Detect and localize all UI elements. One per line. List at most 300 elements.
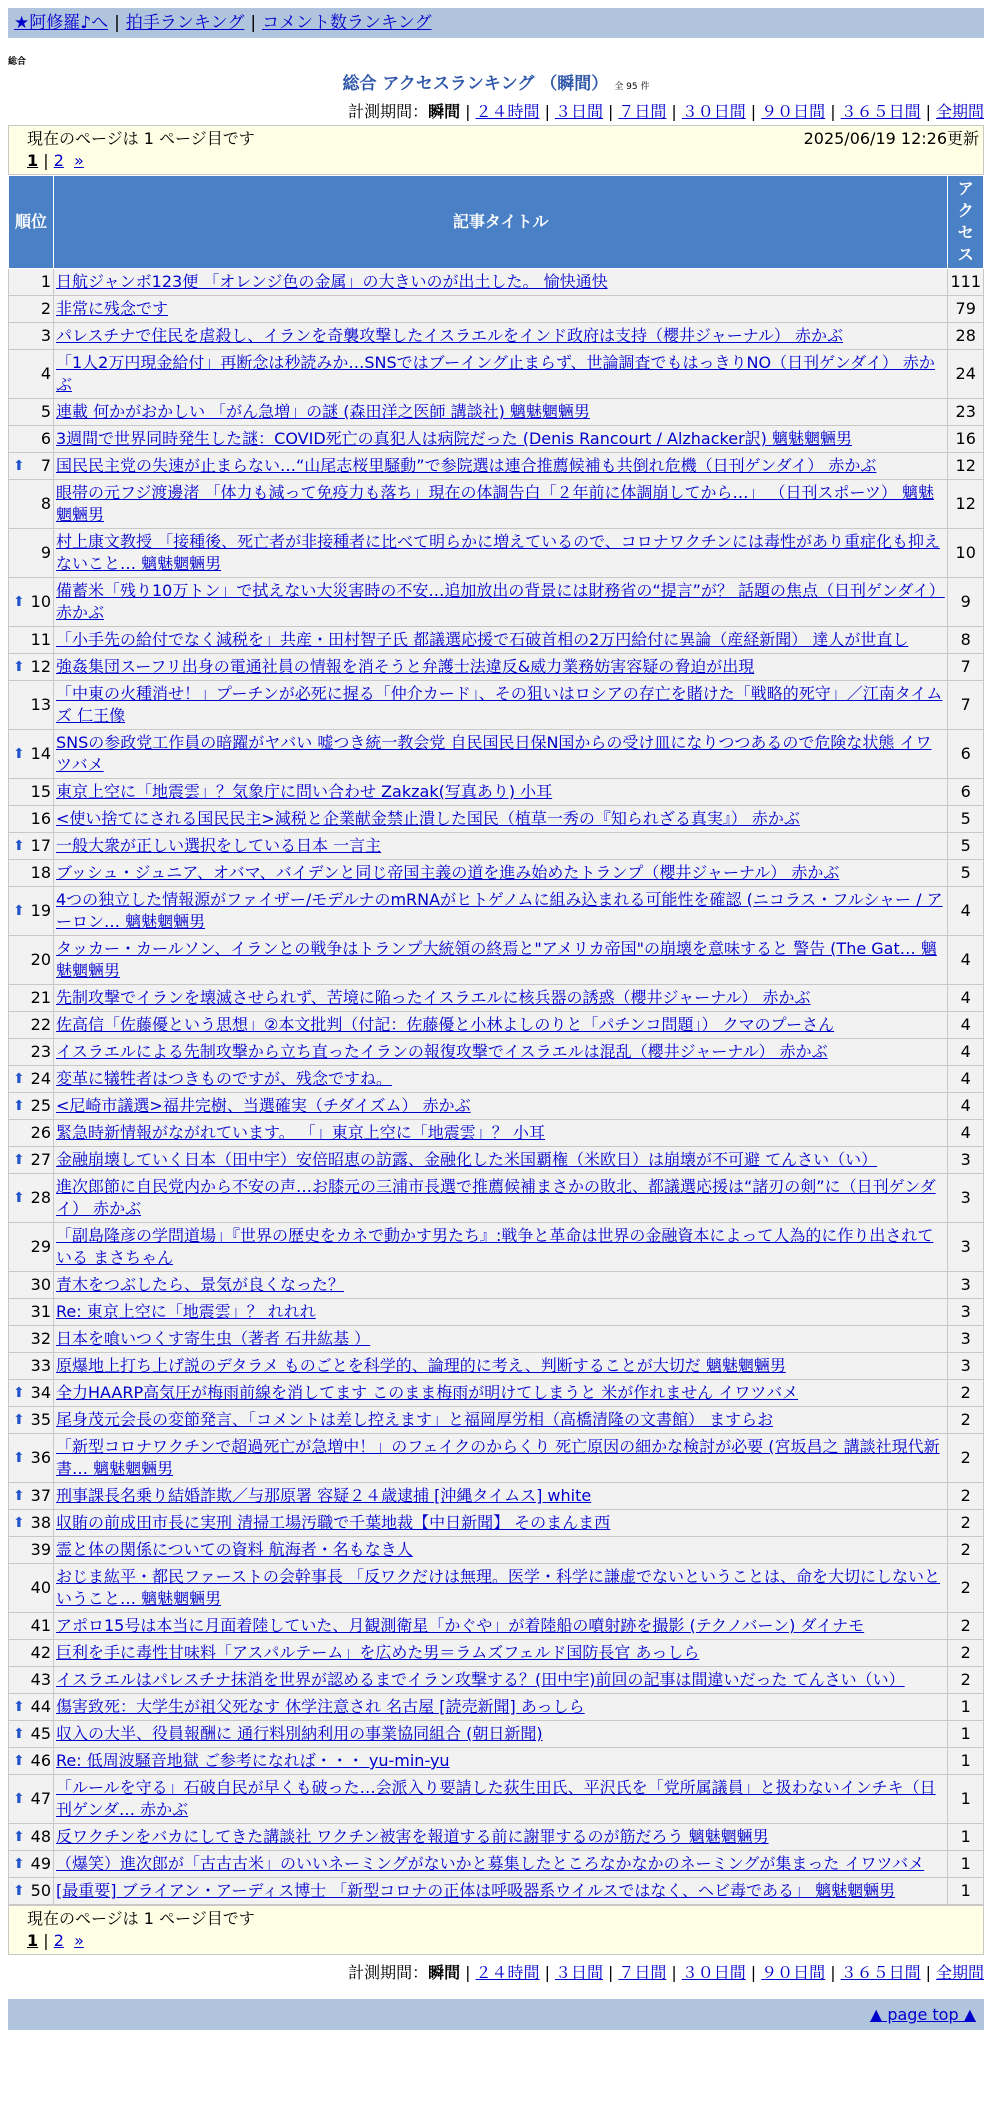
article-link[interactable]: イスラエルによる先制攻撃から立ち直ったイランの報復攻撃でイスラエルは混乱（櫻井ジャーナル） 赤かぶ: [56, 1042, 828, 1061]
rank-number: 21: [30, 988, 51, 1007]
article-link[interactable]: パレスチナで住民を虐殺し、イランを奇襲攻撃したイスラエルをインド政府は支持（櫻井ジャーナル） 赤かぶ: [56, 326, 844, 345]
period-separator: |: [607, 102, 614, 121]
table-row: [9, 1564, 984, 1613]
period-separator: |: [465, 102, 471, 121]
table-row: [9, 1878, 984, 1905]
rank-number: 30: [30, 1275, 51, 1294]
table-row: [9, 1407, 984, 1434]
rank-up-arrow-icon: ⬆: [13, 1152, 25, 1168]
access-count: 6: [948, 730, 984, 779]
title-cell: [54, 426, 948, 453]
article-link[interactable]: 巨利を手に毒性甘味料「アスパルテーム」を広めた男＝ラムズフェルド国防長官 あっしら: [56, 1643, 700, 1662]
article-link[interactable]: Re: 低周波騒音地獄 ご参考になれば・・・ yu-min-yu: [56, 1751, 450, 1770]
top-nav: [8, 8, 984, 38]
access-count: 7: [948, 654, 984, 681]
page-top-link[interactable]: ▲ page top ▲: [869, 2005, 976, 2024]
period-link[interactable]: ３６５日間: [840, 1963, 921, 1982]
table-row: [9, 296, 984, 323]
comment-ranking-link[interactable]: コメント数ランキング: [262, 13, 432, 33]
rank-number: 28: [30, 1188, 51, 1207]
title-cell: [54, 806, 948, 833]
table-row: [9, 1824, 984, 1851]
article-link[interactable]: 青木をつぶしたら、景気が良くなった？: [56, 1275, 345, 1294]
period-link[interactable]: ３日間: [554, 102, 603, 121]
table-row: [9, 453, 984, 480]
rank-cell: [9, 1066, 54, 1093]
title-cell: [54, 1174, 948, 1223]
table-row: [9, 1272, 984, 1299]
article-link[interactable]: 「1人2万円現金給付」再断念は秒読みか…SNSではブーイング止まらず、世論調査でもはっきりNO（日刊ゲンダイ） 赤かぶ: [56, 353, 935, 394]
access-count: 1: [948, 1721, 984, 1748]
article-link[interactable]: 金融崩壊していく日本（田中宇）安倍昭恵の訪露、金融化した米国覇権（米欧日）は崩壊が不可避 てんさい（い）: [56, 1150, 878, 1169]
rank-number: 2: [40, 299, 51, 318]
rank-number: 7: [40, 456, 51, 475]
article-link[interactable]: 刑事課長名乗り結婚詐欺／与那原署 容疑２４歳逮捕 [沖縄タイムス] white: [56, 1486, 592, 1505]
rank-number: 17: [30, 836, 51, 855]
article-link[interactable]: 霊と体の関係についての資料 航海者・名もなき人: [56, 1540, 413, 1559]
period-link[interactable]: ９０日間: [761, 102, 826, 121]
access-count: 4: [948, 1039, 984, 1066]
table-row: [9, 730, 984, 779]
rank-up-arrow-icon: ⬆: [13, 1098, 25, 1114]
article-link[interactable]: 眼帯の元フジ渡邊渚 「体力も減って免疫力も落ち」現在の体調告白「２年前に体調崩してから…」 （日刊スポーツ） 魑魅魍魎男: [56, 483, 934, 524]
period-link[interactable]: ７日間: [618, 102, 667, 121]
article-link[interactable]: 収入の大半、役員報酬に 通行料別納利用の事業協同組合 (朝日新聞): [56, 1724, 543, 1743]
rank-number: 44: [30, 1697, 51, 1716]
rank-number: 13: [30, 695, 51, 714]
rank-up-arrow-icon: ⬆: [13, 1883, 25, 1899]
table-row: [9, 806, 984, 833]
period-selector: [8, 1960, 984, 1983]
article-link[interactable]: 非常に残念です: [56, 299, 169, 318]
rank-cell: [9, 627, 54, 654]
access-count: 3: [948, 1223, 984, 1272]
period-separator: |: [544, 1963, 550, 1982]
rank-cell: [9, 1721, 54, 1748]
table-row: [9, 1380, 984, 1407]
clap-ranking-link[interactable]: 拍手ランキング: [125, 13, 245, 33]
rank-cell: [9, 1613, 54, 1640]
rank-number: 25: [30, 1096, 51, 1115]
access-count: 4: [948, 1120, 984, 1147]
rank-number: 38: [30, 1513, 51, 1532]
table-row: [9, 399, 984, 426]
table-row: [9, 887, 984, 936]
access-count: 28: [948, 323, 984, 350]
table-row: [9, 1483, 984, 1510]
rank-cell: [9, 860, 54, 887]
access-count: 111: [948, 269, 984, 296]
title-cell: [54, 1824, 948, 1851]
next-page-link[interactable]: »: [74, 1931, 84, 1950]
access-count: 4: [948, 887, 984, 936]
ranking-table: [8, 175, 984, 1905]
rank-number: 42: [30, 1643, 51, 1662]
table-row: [9, 1434, 984, 1483]
rank-cell: [9, 806, 54, 833]
rank-cell: [9, 269, 54, 296]
article-link[interactable]: SNSの参政党工作員の暗躍がヤバい 嘘つき統一教会党 自民国民日保N国からの受け皿になりつつあるので危険な状態 イワツバメ: [56, 733, 932, 774]
rank-number: 37: [30, 1486, 51, 1505]
rank-cell: [9, 1353, 54, 1380]
rank-up-arrow-icon: ⬆: [13, 1488, 25, 1504]
title-cell: [54, 1748, 948, 1775]
rank-number: 9: [40, 543, 51, 562]
table-row: [9, 860, 984, 887]
title-cell: [54, 1613, 948, 1640]
rank-number: 31: [30, 1302, 51, 1321]
access-count: 3: [948, 1353, 984, 1380]
rank-cell: [9, 1147, 54, 1174]
rank-up-arrow-icon: ⬆: [13, 1412, 25, 1428]
table-row: [9, 1066, 984, 1093]
period-link[interactable]: ３０日間: [681, 1963, 746, 1982]
article-link[interactable]: （爆笑）進次郎が「古古古米」のいいネーミングがないかと募集したところなかなかのネーミングが集まった イワツバメ: [56, 1854, 925, 1873]
rank-number: 15: [30, 782, 51, 801]
title-cell: [54, 730, 948, 779]
article-link[interactable]: 日本を喰いつくす寄生虫（著者 石井紘基 ）: [56, 1329, 371, 1348]
title-cell: [54, 627, 948, 654]
rank-cell: [9, 453, 54, 480]
article-link[interactable]: 緊急時新情報がながれています。 「」東京上空に「地震雲」？ 小耳: [56, 1123, 545, 1142]
article-link[interactable]: 反ワクチンをバカにしてきた講談社 ワクチン被害を報道する前に謝罪するのが筋だろう 魑魅魍魎男: [56, 1827, 769, 1846]
table-row: [9, 1851, 984, 1878]
table-row: [9, 1694, 984, 1721]
title-cell: [54, 1775, 948, 1824]
col-rank: 順位: [9, 176, 54, 269]
access-count: 3: [948, 1272, 984, 1299]
article-link[interactable]: 尾身茂元会長の変節発言、「コメントは差し控えます」と福岡厚労相（高橋清隆の文書館） ますらお: [56, 1410, 774, 1429]
col-access: アクセス: [948, 176, 984, 269]
rank-cell: [9, 426, 54, 453]
updated-time: 2025/06/19 12:26更新: [803, 129, 979, 148]
period-separator: |: [607, 1963, 614, 1982]
rank-cell: [9, 1537, 54, 1564]
title-cell: [54, 480, 948, 529]
rank-cell: [9, 1851, 54, 1878]
access-count: 2: [948, 1407, 984, 1434]
rank-cell: [9, 1775, 54, 1824]
period-separator: |: [671, 102, 677, 121]
pager-bottom: [8, 1905, 984, 1955]
rank-number: 11: [30, 630, 51, 649]
rank-cell: [9, 1380, 54, 1407]
rank-cell: [9, 1434, 54, 1483]
title-cell: [54, 578, 948, 627]
rank-number: 12: [30, 657, 51, 676]
access-count: 4: [948, 936, 984, 985]
article-link[interactable]: <尼崎市議選>福井完樹、当選確実（チダイズム） 赤かぶ: [56, 1096, 471, 1115]
title-cell: [54, 1066, 948, 1093]
title-cell: [54, 1223, 948, 1272]
table-row: [9, 1223, 984, 1272]
title-cell: [54, 1640, 948, 1667]
article-link[interactable]: 進次郎節に自民党内から不安の声…お膝元の三浦市長選で推薦候補まさかの敗北、都議選応援は“諸刃の剣”に（日刊ゲンダイ） 赤かぶ: [56, 1177, 936, 1218]
table-row: [9, 1174, 984, 1223]
page-title: [8, 69, 984, 94]
access-count: 1: [948, 1824, 984, 1851]
article-link[interactable]: 「小手先の給付でなく減税を」共産・田村智子氏 都議選応援で石破首相の2万円給付に異論（産経新聞） 達人が世直し: [56, 630, 909, 649]
article-link[interactable]: 村上康文教授 「接種後、死亡者が非接種者に比べて明らかに増えているので、コロナワクチンには毒性があり重症化も抑えないこと… 魑魅魍魎男: [56, 532, 940, 573]
table-row: [9, 833, 984, 860]
title-cell: [54, 1510, 948, 1537]
table-row: [9, 985, 984, 1012]
title-cell: [54, 1353, 948, 1380]
table-row: [9, 578, 984, 627]
rank-number: 40: [30, 1578, 51, 1597]
rank-number: 4: [40, 364, 51, 383]
access-count: 7: [948, 681, 984, 730]
page-current: 1: [27, 151, 39, 170]
access-count: 5: [948, 833, 984, 860]
next-page-link[interactable]: »: [74, 151, 84, 170]
title-cell: [54, 1407, 948, 1434]
article-link[interactable]: イスラエルはパレスチナ抹消を世界が認めるまでイラン攻撃する？(田中宇)前回の記事は間違いだった てんさい（い）: [56, 1670, 905, 1689]
rank-number: 8: [40, 494, 51, 513]
rank-number: 23: [30, 1042, 51, 1061]
access-count: 2: [948, 1640, 984, 1667]
access-count: 8: [948, 627, 984, 654]
title-cell: [54, 1012, 948, 1039]
access-count: 3: [948, 1326, 984, 1353]
period-separator: |: [671, 1963, 677, 1982]
period-link[interactable]: ７日間: [618, 1963, 667, 1982]
article-link[interactable]: アポロ15号は本当に月面着陸していた、月観測衛星「かぐや」が着陸船の噴射跡を撮影 (テクノバーン) ダイナモ: [56, 1616, 865, 1635]
access-count: 12: [948, 480, 984, 529]
period-link[interactable]: ３０日間: [681, 102, 746, 121]
title-cell: [54, 1299, 948, 1326]
rank-cell: [9, 1483, 54, 1510]
rank-cell: [9, 936, 54, 985]
rank-number: 16: [30, 809, 51, 828]
rank-up-arrow-icon: ⬆: [13, 1385, 25, 1401]
access-count: 4: [948, 1012, 984, 1039]
rank-up-arrow-icon: ⬆: [13, 1726, 25, 1742]
rank-up-arrow-icon: ⬆: [13, 1071, 25, 1087]
period-label: 計測期間：: [348, 102, 429, 121]
rank-cell: [9, 1510, 54, 1537]
rank-cell: [9, 1223, 54, 1272]
title-cell: [54, 1434, 948, 1483]
access-count: 2: [948, 1667, 984, 1694]
article-link[interactable]: Re: 東京上空に「地震雲」？ れれれ: [56, 1302, 316, 1321]
table-row: [9, 936, 984, 985]
period-link[interactable]: ２４時間: [475, 1963, 540, 1982]
title-cell: [54, 1039, 948, 1066]
article-link[interactable]: ブッシュ・ジュニア、オバマ、バイデンと同じ帝国主義の道を進み始めたトランプ（櫻井ジャーナル） 赤かぶ: [56, 863, 840, 882]
rank-number: 50: [30, 1881, 51, 1900]
period-link[interactable]: ３６５日間: [840, 102, 921, 121]
article-link[interactable]: 日航ジャンボ123便 「オレンジ色の金属」の大きいのが出土した。 愉快通快: [56, 272, 608, 291]
table-row: [9, 1510, 984, 1537]
access-count: 1: [948, 1694, 984, 1721]
rank-number: 32: [30, 1329, 51, 1348]
article-link[interactable]: 東京上空に「地震雲」？気象庁に問い合わせ Zakzak(写真あり) 小耳: [56, 782, 553, 801]
rank-up-arrow-icon: ⬆: [13, 1829, 25, 1845]
period-current: 瞬間: [428, 102, 461, 121]
title-cell: [54, 860, 948, 887]
article-link[interactable]: 強姦集団スーフリ出身の電通社員の情報を消そうと弁護士法違反&威力業務妨害容疑の脅迫が出現: [56, 657, 755, 676]
article-link[interactable]: 一般大衆が正しい選択をしている日本 一言主: [56, 836, 382, 855]
period-separator: |: [830, 102, 836, 121]
article-link[interactable]: 連載 何かがおかしい 「がん急増」の謎 (森田洋之医師 講談社) 魑魅魍魎男: [56, 402, 590, 421]
period-selector: [8, 99, 984, 122]
access-count: 79: [948, 296, 984, 323]
article-link[interactable]: 変革に犠牲者はつきものですが、残念ですね。: [56, 1069, 393, 1088]
period-separator: |: [830, 1963, 836, 1982]
rank-cell: [9, 1407, 54, 1434]
access-count: 4: [948, 985, 984, 1012]
rank-number: 33: [30, 1356, 51, 1375]
period-link[interactable]: ９０日間: [761, 1963, 826, 1982]
page-title-text: 総合 アクセスランキング （瞬間）: [342, 74, 609, 94]
article-link[interactable]: 備蓄米「残り10万トン」で拭えない大災害時の不安…追加放出の背景には財務省の“提言”が？ 話題の焦点（日刊ゲンダイ） 赤かぶ: [56, 581, 945, 622]
table-row: [9, 426, 984, 453]
rank-cell: [9, 1694, 54, 1721]
period-link[interactable]: 全期間: [935, 1963, 984, 1982]
rank-number: 14: [30, 744, 51, 763]
article-link[interactable]: 先制攻撃でイランを壊滅させられず、苦境に陥ったイスラエルに核兵器の誘惑（櫻井ジャーナル） 赤かぶ: [56, 988, 811, 1007]
article-link[interactable]: 「副島隆彦の学問道場」『世界の歴史をカネで動かす男たち』:戦争と革命は世界の金融資本によって人為的に作り出されている まさちゃん: [56, 1226, 934, 1267]
article-link[interactable]: 収賄の前成田市長に実刑 清掃工場汚職で千葉地裁【中日新聞】 そのまんま西: [56, 1513, 611, 1532]
rank-cell: [9, 1326, 54, 1353]
access-count: 9: [948, 578, 984, 627]
rank-cell: [9, 296, 54, 323]
rank-number: 3: [40, 326, 51, 345]
pager-top: [8, 125, 984, 175]
period-separator: |: [544, 102, 550, 121]
article-link[interactable]: 「ルールを守る」石破自民が早くも破った…会派入り要請した荻生田氏、平沢氏を「党所属議員」と扱わないインチキ（日刊ゲンダ… 赤かぶ: [56, 1778, 936, 1819]
title-cell: [54, 1878, 948, 1905]
table-row: [9, 529, 984, 578]
title-cell: [54, 1326, 948, 1353]
nav-separator: |: [250, 13, 257, 33]
table-row: [9, 1537, 984, 1564]
article-link[interactable]: <使い捨てにされる国民民主>減税と企業献金禁止潰した国民（植草一秀の『知られざる真実』） 赤かぶ: [56, 809, 800, 828]
rank-cell: [9, 1272, 54, 1299]
rank-number: 27: [30, 1150, 51, 1169]
rank-cell: [9, 1564, 54, 1613]
table-row: [9, 1721, 984, 1748]
rank-number: 6: [40, 429, 51, 448]
article-link[interactable]: タッカー・カールソン、イランとの戦争はトランプ大統領の終焉と"アメリカ帝国"の崩壊を意味すると 警告 (The Gat… 魑魅魍魎男: [56, 939, 937, 980]
rank-up-arrow-icon: ⬆: [13, 1190, 25, 1206]
access-count: 1: [948, 1851, 984, 1878]
home-link[interactable]: ★阿修羅♪へ: [14, 13, 109, 33]
table-row: [9, 480, 984, 529]
access-count: 2: [948, 1537, 984, 1564]
rank-number: 41: [30, 1616, 51, 1635]
period-separator: |: [925, 1963, 931, 1982]
title-cell: [54, 296, 948, 323]
article-link[interactable]: 「中東の火種消せ！」プーチンが必死に握る「仲介カード」、その狙いはロシアの存亡を賭けた「戦略的死守」／江南タイムズ 仁王像: [56, 684, 943, 725]
access-count: 24: [948, 350, 984, 399]
title-cell: [54, 399, 948, 426]
title-cell: [54, 833, 948, 860]
rank-number: 10: [30, 592, 51, 611]
article-link[interactable]: 4つの独立した情報源がファイザー/モデルナのmRNAがヒトゲノムに組み込まれる可能性を確認 (ニコラス・フルシャー / アーロン… 魑魅魍魎男: [56, 890, 943, 931]
rank-number: 24: [30, 1069, 51, 1088]
rank-cell: [9, 1299, 54, 1326]
title-cell: [54, 1093, 948, 1120]
access-count: 23: [948, 399, 984, 426]
current-page-text: 現在のページは 1 ページ目です: [27, 1909, 255, 1928]
rank-number: 35: [30, 1410, 51, 1429]
rank-up-arrow-icon: ⬆: [13, 746, 25, 762]
rank-up-arrow-icon: ⬆: [13, 1515, 25, 1531]
rank-cell: [9, 578, 54, 627]
rank-cell: [9, 985, 54, 1012]
table-row: [9, 1667, 984, 1694]
period-link[interactable]: 全期間: [935, 102, 984, 121]
article-link[interactable]: 国民民主党の失速が止まらない…“山尾志桜里騒動”で参院選は連合推薦候補も共倒れ危機（日刊ゲンダイ） 赤かぶ: [56, 456, 877, 475]
access-count: 16: [948, 426, 984, 453]
period-link[interactable]: ３日間: [554, 1963, 603, 1982]
rank-cell: [9, 480, 54, 529]
title-cell: [54, 1721, 948, 1748]
rank-number: 29: [30, 1237, 51, 1256]
article-link[interactable]: 全力HAARP高気圧が梅雨前線を消してます このまま梅雨が明けてしまうと 米が作れません イワツバメ: [56, 1383, 799, 1402]
rank-number: 47: [30, 1789, 51, 1808]
rank-cell: [9, 1093, 54, 1120]
article-link[interactable]: 傷害致死：大学生が祖父死なす 休学注意され 名古屋 [読売新聞] あっしら: [56, 1697, 585, 1716]
article-link[interactable]: 原爆地上打ち上げ説のデタラメ ものごとを科学的、論理的に考え、判断することが大切だ 魑魅魍魎男: [56, 1356, 786, 1375]
page-2-link[interactable]: 2: [53, 1931, 64, 1950]
title-cell: [54, 453, 948, 480]
rank-cell: [9, 529, 54, 578]
table-row: [9, 1039, 984, 1066]
access-count: 2: [948, 1613, 984, 1640]
article-link[interactable]: おじま紘平・都民ファーストの会幹事長 「反ワクだけは無理。医学・科学に謙虚でないということは、命を大切にしないということ… 魑魅魍魎男: [56, 1567, 940, 1608]
table-header: [9, 176, 984, 269]
article-link[interactable]: [最重要] ブライアン・アーディス博士 「新型コロナの正体は呼吸器系ウイルスではなく、ヘビ毒である」 魑魅魍魎男: [56, 1881, 896, 1900]
title-cell: [54, 1120, 948, 1147]
rank-number: 5: [40, 402, 51, 421]
article-link[interactable]: 佐高信「佐藤優という思想」②本文批判（付記：佐藤優と小林よしのりと「パチンコ問題」） クマのプーさん: [56, 1015, 835, 1034]
rank-cell: [9, 779, 54, 806]
access-count: 10: [948, 529, 984, 578]
table-row: [9, 1012, 984, 1039]
title-cell: [54, 936, 948, 985]
rank-number: 18: [30, 863, 51, 882]
access-count: 5: [948, 860, 984, 887]
access-count: 1: [948, 1878, 984, 1905]
rank-cell: [9, 399, 54, 426]
table-row: [9, 1640, 984, 1667]
article-link[interactable]: 3週間で世界同時発生した謎：COVID死亡の真犯人は病院だった (Denis Rancourt / Alzhacker訳) 魑魅魍魎男: [56, 429, 852, 448]
page-2-link[interactable]: 2: [53, 151, 64, 170]
title-cell: [54, 654, 948, 681]
period-link[interactable]: ２４時間: [475, 102, 540, 121]
rank-number: 39: [30, 1540, 51, 1559]
table-row: [9, 269, 984, 296]
period-separator: |: [750, 1963, 757, 1982]
access-count: 3: [948, 1147, 984, 1174]
rank-up-arrow-icon: ⬆: [13, 594, 25, 610]
rank-cell: [9, 1824, 54, 1851]
rank-up-arrow-icon: ⬆: [13, 903, 25, 919]
access-count: 2: [948, 1510, 984, 1537]
nav-separator: |: [114, 13, 120, 33]
table-row: [9, 1120, 984, 1147]
article-link[interactable]: 「新型コロナワクチンで超過死亡が急増中！」のフェイクのからくり 死亡原因の細かな検討が必要 (宮坂昌之 講談社現代新書… 魑魅魍魎男: [56, 1437, 940, 1478]
rank-up-arrow-icon: ⬆: [13, 458, 25, 474]
access-count: 1: [948, 1775, 984, 1824]
rank-number: 22: [30, 1015, 51, 1034]
page-links: 1 | 2 »: [27, 1931, 84, 1950]
rank-number: 45: [30, 1724, 51, 1743]
rank-cell: [9, 1748, 54, 1775]
